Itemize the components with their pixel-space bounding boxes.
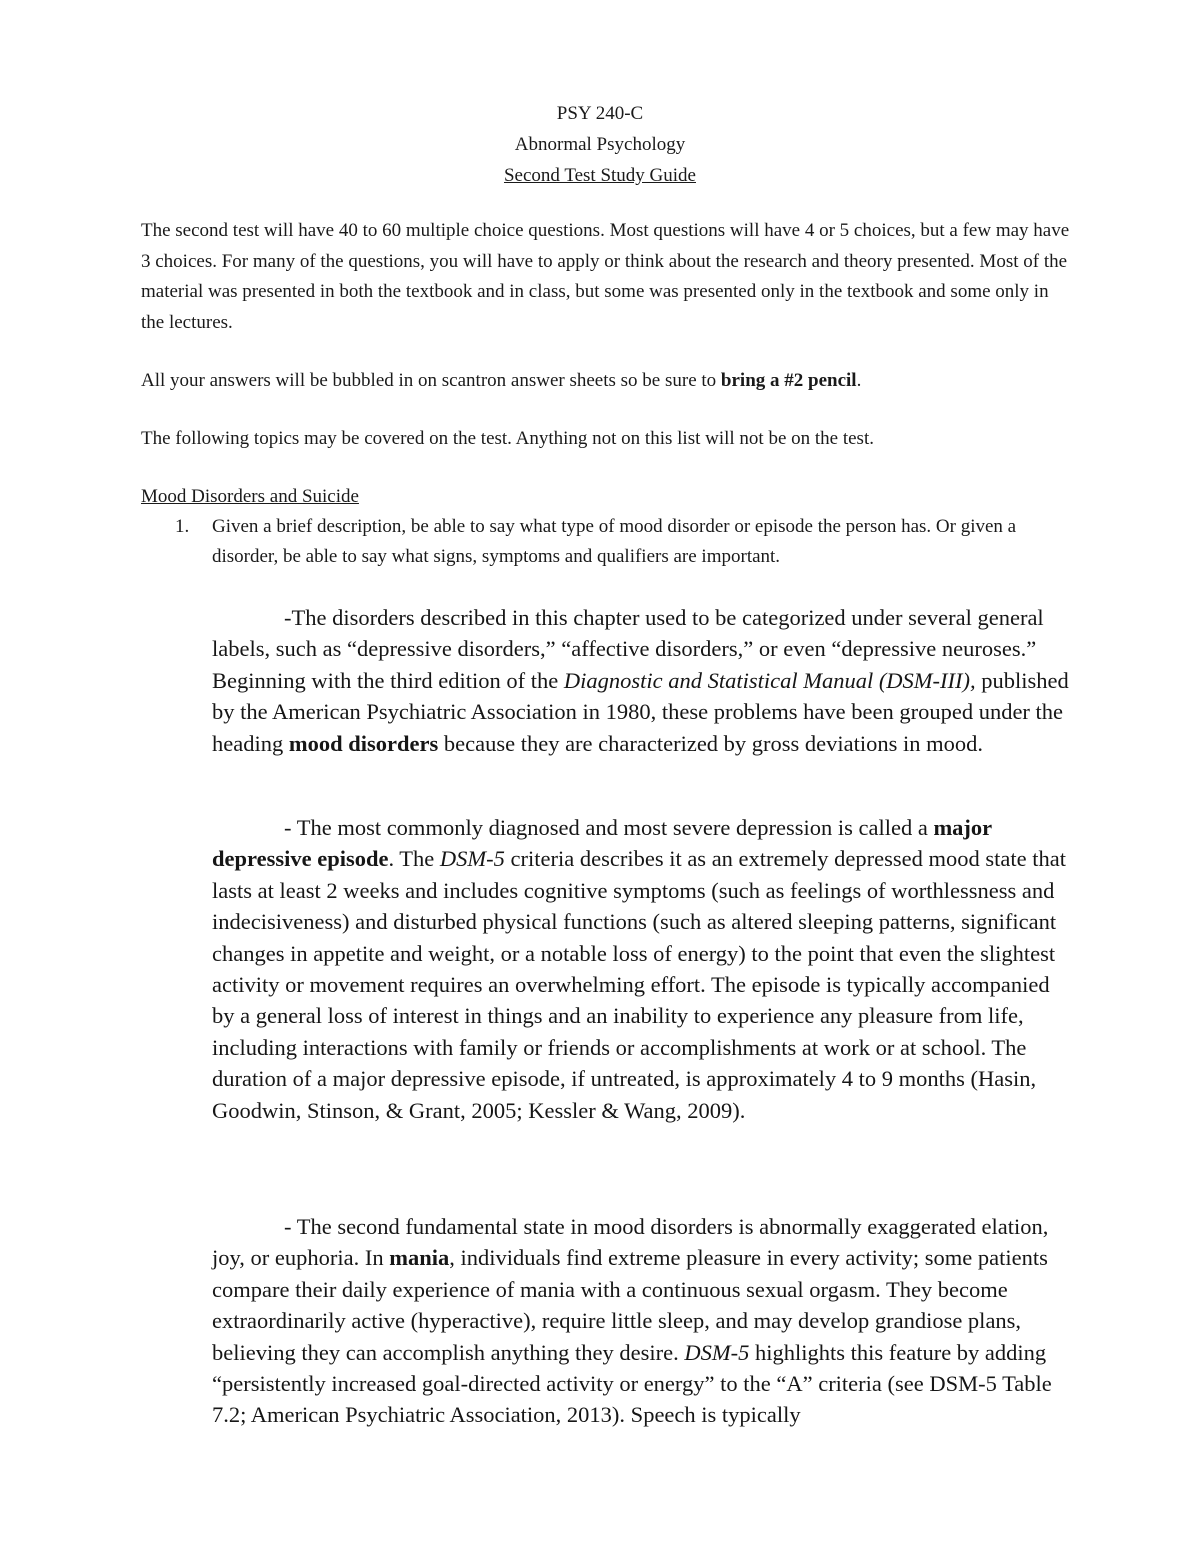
term-major-depressive-episode: major depressive episode — [212, 815, 992, 872]
excerpt-mood-disorders: -The disorders described in this chapter used to be categorized under several general labels, such as “depressive disorders,” “affective disorders,” or even “depressive neuroses.” Beginning with the third edition of the Diagnostic and Statistical Manual (DSM-III), published by the American Psychiatric Association in 1980, these problems have been grouped under the heading mood disorders because they are characterized by gross deviations in mood. — [212, 605, 1069, 756]
excerpt-major-depressive-episode: - The most commonly diagnosed and most severe depression is called a major depressive episode. The DSM-5 criteria describes it as an extremely depressed mood state that lasts at least 2 weeks and includes cognitive symptoms (such as feelings of worthlessness and indecisiveness) and disturbed physical functions (such as altered sleeping patterns, significant changes in appetite and weight, or a notable loss of energy) to the point that even the slightest activity or movement requires an overwhelming effort. The episode is typically accompanied by a general loss of interest in things and an inability to experience any pleasure from life, including interactions with family or friends or accomplishments at work or at school. The duration of a major depressive episode, if untreated, is approximately 4 to 9 months (Hasin, Goodwin, Stinson, & Grant, 2005; Kessler & Wang, 2009). — [212, 815, 1066, 1123]
excerpt-mania: - The second fundamental state in mood disorders is abnormally exaggerated elation, joy, or euphoria. In mania, individuals find extreme pleasure in every activity; some patients compare their daily experience of mania with a continuous sexual orgasm. They become extraordinarily active (hyperactive), require little sleep, and may develop grandiose plans, believing they can accomplish anything they desire. DSM-5 highlights this feature by adding “persistently increased goal-directed activity or energy” to the “A” criteria (see DSM-5 Table 7.2; American Psychiatric Association, 2013). Speech is typically — [212, 1214, 1052, 1428]
pencil-emphasis: bring a #2 pencil — [720, 370, 857, 391]
course-title: Abnormal Psychology — [514, 134, 686, 155]
intro-paragraph-1: The second test will have 40 to 60 multiple choice questions. Most questions will have 4 or 5 choices, but a few may have 3 choices. For many of the questions, you will have to apply or think about the research and theory presented. Most of the material was presented in both the textbook and in class, but some was presented only in the textbook and some only in the lectures. — [141, 220, 1070, 333]
document-subtitle: Second Test Study Guide — [503, 165, 696, 186]
pencil-instruction: All your answers will be bubbled in on scantron answer sheets so be sure to — [141, 370, 721, 391]
document-header — [0, 98, 1200, 191]
course-code: PSY 240-C — [556, 103, 644, 124]
term-mood-disorders: mood disorders — [288, 730, 439, 756]
term-mania: mania — [389, 1245, 450, 1271]
section-title: Mood Disorders and Suicide — [141, 486, 359, 507]
list-item-number: 1. — [175, 516, 190, 537]
list-item-text: Given a brief description, be able to say what type of mood disorder or episode the person has. Or given a disorder, be able to say what signs, symptoms and qualifiers are important. — [212, 516, 1017, 567]
intro-paragraph-3: The following topics may be covered on the test. Anything not on this list will not be on the test. — [141, 428, 874, 449]
list-item — [175, 512, 1055, 572]
intro-paragraph-2: All your answers will be bubbled in on scantron answer sheets so be sure to bring a #2 pencil. — [141, 370, 862, 391]
